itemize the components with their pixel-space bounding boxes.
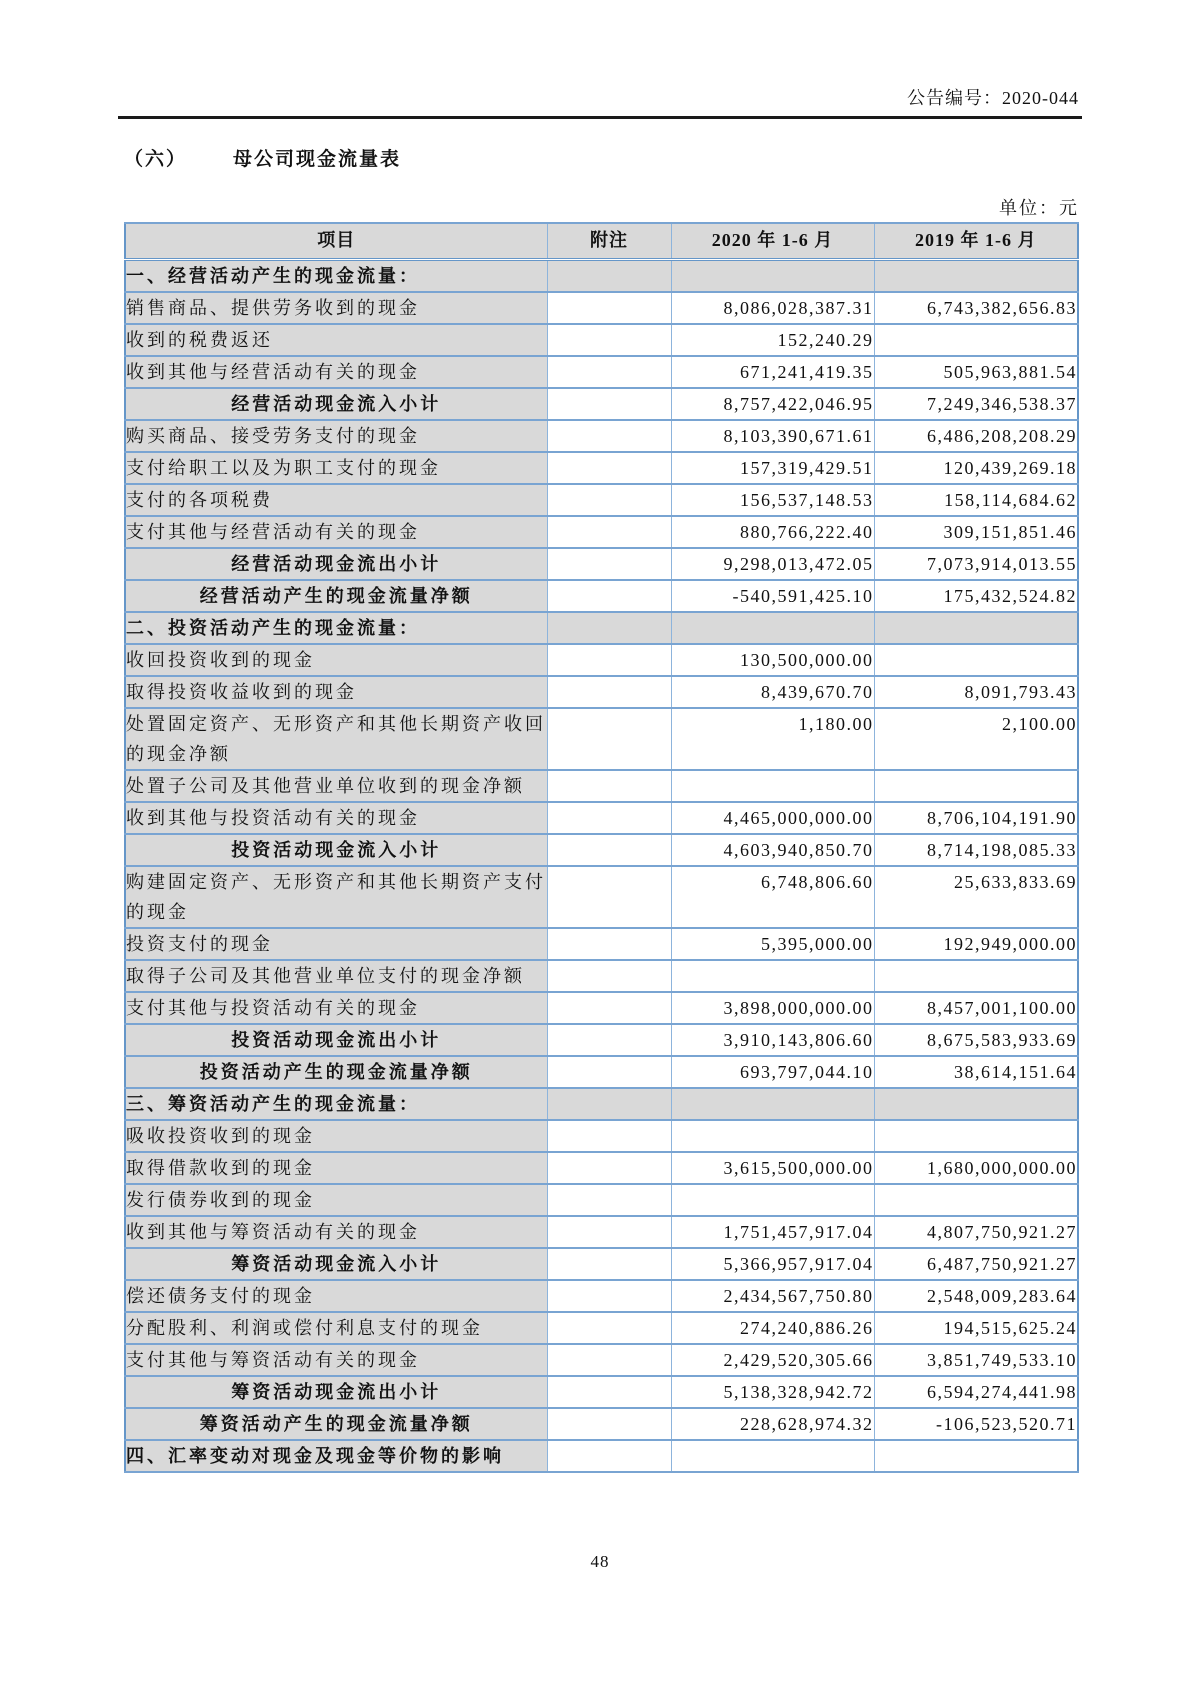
note-cell [547, 676, 671, 708]
item-cell: 四、汇率变动对现金及现金等价物的影响 [125, 1440, 547, 1472]
table-row [125, 1216, 1078, 1248]
item-cell: 收到其他与投资活动有关的现金 [125, 802, 547, 834]
table-row [125, 676, 1078, 708]
note-cell [547, 802, 671, 834]
note-cell [547, 1216, 671, 1248]
table-row [125, 1312, 1078, 1344]
value-2019-cell: 6,486,208,208.29 [874, 420, 1078, 452]
item-cell: 经营活动现金流出小计 [125, 548, 547, 580]
value-2020-cell: 5,366,957,917.04 [671, 1248, 874, 1280]
value-2019-cell: 158,114,684.62 [874, 484, 1078, 516]
table-row [125, 1376, 1078, 1408]
value-2019-cell [874, 644, 1078, 676]
value-2019-cell: 7,073,914,013.55 [874, 548, 1078, 580]
item-cell: 支付的各项税费 [125, 484, 547, 516]
table-row [125, 834, 1078, 866]
value-2019-cell: 6,594,274,441.98 [874, 1376, 1078, 1408]
table-row [125, 866, 1078, 928]
item-cell: 二、投资活动产生的现金流量： [125, 612, 547, 644]
value-2020-cell: 2,434,567,750.80 [671, 1280, 874, 1312]
item-cell: 投资活动产生的现金流量净额 [125, 1056, 547, 1088]
value-2019-cell: 6,487,750,921.27 [874, 1248, 1078, 1280]
value-2020-cell [671, 1184, 874, 1216]
value-2019-cell: 505,963,881.54 [874, 356, 1078, 388]
value-2020-cell: -540,591,425.10 [671, 580, 874, 612]
table-row [125, 708, 1078, 770]
item-cell: 三、筹资活动产生的现金流量： [125, 1088, 547, 1120]
table-row [125, 802, 1078, 834]
value-2019-cell: 192,949,000.00 [874, 928, 1078, 960]
table-row [125, 420, 1078, 452]
note-cell [547, 1344, 671, 1376]
value-2020-cell: 1,751,457,917.04 [671, 1216, 874, 1248]
item-cell: 购买商品、接受劳务支付的现金 [125, 420, 547, 452]
note-cell [547, 484, 671, 516]
table-row [125, 1280, 1078, 1312]
table-row [125, 644, 1078, 676]
table-row [125, 1344, 1078, 1376]
note-cell [547, 1408, 671, 1440]
value-2020-cell [671, 1088, 874, 1120]
header-rule [118, 116, 1082, 119]
table-row [125, 1056, 1078, 1088]
value-2020-cell: 156,537,148.53 [671, 484, 874, 516]
value-2020-cell: 130,500,000.00 [671, 644, 874, 676]
note-cell [547, 292, 671, 324]
value-2019-cell [874, 259, 1078, 292]
value-2020-cell: 3,910,143,806.60 [671, 1024, 874, 1056]
value-2019-cell [874, 1120, 1078, 1152]
column-header-item: 项目 [125, 223, 547, 259]
item-cell: 一、经营活动产生的现金流量： [125, 259, 547, 292]
value-2020-cell: 4,465,000,000.00 [671, 802, 874, 834]
item-cell: 经营活动现金流入小计 [125, 388, 547, 420]
note-cell [547, 356, 671, 388]
table-row [125, 770, 1078, 802]
value-2019-cell: 8,091,793.43 [874, 676, 1078, 708]
value-2019-cell [874, 960, 1078, 992]
table-row [125, 1024, 1078, 1056]
value-2020-cell: 228,628,974.32 [671, 1408, 874, 1440]
note-cell [547, 259, 671, 292]
item-cell: 取得投资收益收到的现金 [125, 676, 547, 708]
item-cell: 收回投资收到的现金 [125, 644, 547, 676]
value-2020-cell: 8,103,390,671.61 [671, 420, 874, 452]
page-number: 48 [590, 1552, 610, 1571]
note-cell [547, 516, 671, 548]
value-2020-cell: 1,180.00 [671, 708, 874, 770]
note-cell [547, 1248, 671, 1280]
note-cell [547, 1312, 671, 1344]
value-2019-cell [874, 1440, 1078, 1472]
table-row [125, 1248, 1078, 1280]
column-header-2019: 2019 年 1-6 月 [874, 223, 1078, 259]
value-2019-cell: 175,432,524.82 [874, 580, 1078, 612]
value-2020-cell: 8,439,670.70 [671, 676, 874, 708]
value-2020-cell [671, 960, 874, 992]
note-cell [547, 992, 671, 1024]
column-header-note: 附注 [547, 223, 671, 259]
item-cell: 销售商品、提供劳务收到的现金 [125, 292, 547, 324]
value-2020-cell: 3,898,000,000.00 [671, 992, 874, 1024]
table-row [125, 960, 1078, 992]
note-cell [547, 324, 671, 356]
note-cell [547, 960, 671, 992]
value-2020-cell: 6,748,806.60 [671, 866, 874, 928]
table-row [125, 928, 1078, 960]
note-cell [547, 1056, 671, 1088]
table-row [125, 292, 1078, 324]
item-cell: 收到其他与经营活动有关的现金 [125, 356, 547, 388]
value-2020-cell: 152,240.29 [671, 324, 874, 356]
note-cell [547, 388, 671, 420]
value-2020-cell: 2,429,520,305.66 [671, 1344, 874, 1376]
note-cell [547, 452, 671, 484]
table-header-row [125, 223, 1078, 259]
value-2020-cell [671, 259, 874, 292]
value-2020-cell: 3,615,500,000.00 [671, 1152, 874, 1184]
item-cell: 收到的税费返还 [125, 324, 547, 356]
section-index: （六） [124, 149, 188, 170]
value-2019-cell: 194,515,625.24 [874, 1312, 1078, 1344]
table-row [125, 259, 1078, 292]
value-2019-cell: 8,457,001,100.00 [874, 992, 1078, 1024]
item-cell: 处置子公司及其他营业单位收到的现金净额 [125, 770, 547, 802]
value-2019-cell: -106,523,520.71 [874, 1408, 1078, 1440]
value-2019-cell: 8,706,104,191.90 [874, 802, 1078, 834]
value-2019-cell [874, 1184, 1078, 1216]
item-cell: 收到其他与筹资活动有关的现金 [125, 1216, 547, 1248]
table-row [125, 992, 1078, 1024]
page-title [124, 144, 401, 171]
value-2020-cell: 693,797,044.10 [671, 1056, 874, 1088]
value-2019-cell: 6,743,382,656.83 [874, 292, 1078, 324]
note-cell [547, 1184, 671, 1216]
item-cell: 处置固定资产、无形资产和其他长期资产收回的现金净额 [125, 708, 547, 770]
value-2020-cell: 157,319,429.51 [671, 452, 874, 484]
value-2020-cell: 4,603,940,850.70 [671, 834, 874, 866]
column-header-2020: 2020 年 1-6 月 [671, 223, 874, 259]
value-2020-cell [671, 1120, 874, 1152]
note-cell [547, 580, 671, 612]
value-2019-cell [874, 612, 1078, 644]
note-cell [547, 928, 671, 960]
value-2020-cell [671, 612, 874, 644]
item-cell: 发行债券收到的现金 [125, 1184, 547, 1216]
table-row [125, 612, 1078, 644]
item-cell: 经营活动产生的现金流量净额 [125, 580, 547, 612]
announcement-number: 公告编号：2020-044 [907, 88, 1079, 108]
note-cell [547, 1280, 671, 1312]
value-2019-cell [874, 1088, 1078, 1120]
item-cell: 投资活动现金流出小计 [125, 1024, 547, 1056]
table-row [125, 388, 1078, 420]
value-2019-cell: 2,548,009,283.64 [874, 1280, 1078, 1312]
item-cell: 购建固定资产、无形资产和其他长期资产支付的现金 [125, 866, 547, 928]
note-cell [547, 548, 671, 580]
value-2019-cell: 38,614,151.64 [874, 1056, 1078, 1088]
value-2019-cell: 8,714,198,085.33 [874, 834, 1078, 866]
item-cell: 投资活动现金流入小计 [125, 834, 547, 866]
item-cell: 支付其他与经营活动有关的现金 [125, 516, 547, 548]
value-2020-cell [671, 770, 874, 802]
cash-flow-table [124, 222, 1079, 1473]
note-cell [547, 1152, 671, 1184]
value-2019-cell: 309,151,851.46 [874, 516, 1078, 548]
value-2020-cell: 8,757,422,046.95 [671, 388, 874, 420]
note-cell [547, 1088, 671, 1120]
value-2020-cell: 880,766,222.40 [671, 516, 874, 548]
item-cell: 筹资活动现金流入小计 [125, 1248, 547, 1280]
note-cell [547, 1440, 671, 1472]
note-cell [547, 1120, 671, 1152]
item-cell: 支付给职工以及为职工支付的现金 [125, 452, 547, 484]
note-cell [547, 1024, 671, 1056]
table-row [125, 516, 1078, 548]
value-2019-cell: 3,851,749,533.10 [874, 1344, 1078, 1376]
value-2020-cell: 5,138,328,942.72 [671, 1376, 874, 1408]
note-cell [547, 834, 671, 866]
value-2019-cell: 8,675,583,933.69 [874, 1024, 1078, 1056]
value-2019-cell [874, 770, 1078, 802]
item-cell: 投资支付的现金 [125, 928, 547, 960]
table-row [125, 452, 1078, 484]
section-title: 母公司现金流量表 [233, 149, 402, 170]
item-cell: 筹资活动现金流出小计 [125, 1376, 547, 1408]
item-cell: 支付其他与投资活动有关的现金 [125, 992, 547, 1024]
item-cell: 支付其他与筹资活动有关的现金 [125, 1344, 547, 1376]
table-row [125, 580, 1078, 612]
value-2020-cell: 8,086,028,387.31 [671, 292, 874, 324]
note-cell [547, 708, 671, 770]
item-cell: 筹资活动产生的现金流量净额 [125, 1408, 547, 1440]
value-2020-cell: 274,240,886.26 [671, 1312, 874, 1344]
value-2019-cell: 120,439,269.18 [874, 452, 1078, 484]
value-2020-cell: 671,241,419.35 [671, 356, 874, 388]
item-cell: 吸收投资收到的现金 [125, 1120, 547, 1152]
note-cell [547, 644, 671, 676]
item-cell: 偿还债务支付的现金 [125, 1280, 547, 1312]
value-2019-cell: 4,807,750,921.27 [874, 1216, 1078, 1248]
unit-label: 单位：元 [999, 198, 1079, 218]
note-cell [547, 866, 671, 928]
table-row [125, 1184, 1078, 1216]
table-row [125, 1440, 1078, 1472]
table-row [125, 1152, 1078, 1184]
value-2019-cell: 1,680,000,000.00 [874, 1152, 1078, 1184]
table-row [125, 324, 1078, 356]
table-row [125, 1120, 1078, 1152]
note-cell [547, 420, 671, 452]
table-row [125, 1088, 1078, 1120]
value-2019-cell: 2,100.00 [874, 708, 1078, 770]
value-2019-cell: 7,249,346,538.37 [874, 388, 1078, 420]
value-2019-cell: 25,633,833.69 [874, 866, 1078, 928]
note-cell [547, 612, 671, 644]
item-cell: 分配股利、利润或偿付利息支付的现金 [125, 1312, 547, 1344]
value-2020-cell: 9,298,013,472.05 [671, 548, 874, 580]
value-2020-cell: 5,395,000.00 [671, 928, 874, 960]
value-2019-cell [874, 324, 1078, 356]
table-body [125, 259, 1078, 1472]
table-row [125, 548, 1078, 580]
note-cell [547, 1376, 671, 1408]
value-2020-cell [671, 1440, 874, 1472]
item-cell: 取得子公司及其他营业单位支付的现金净额 [125, 960, 547, 992]
item-cell: 取得借款收到的现金 [125, 1152, 547, 1184]
table-row [125, 356, 1078, 388]
table-row [125, 484, 1078, 516]
note-cell [547, 770, 671, 802]
table-row [125, 1408, 1078, 1440]
